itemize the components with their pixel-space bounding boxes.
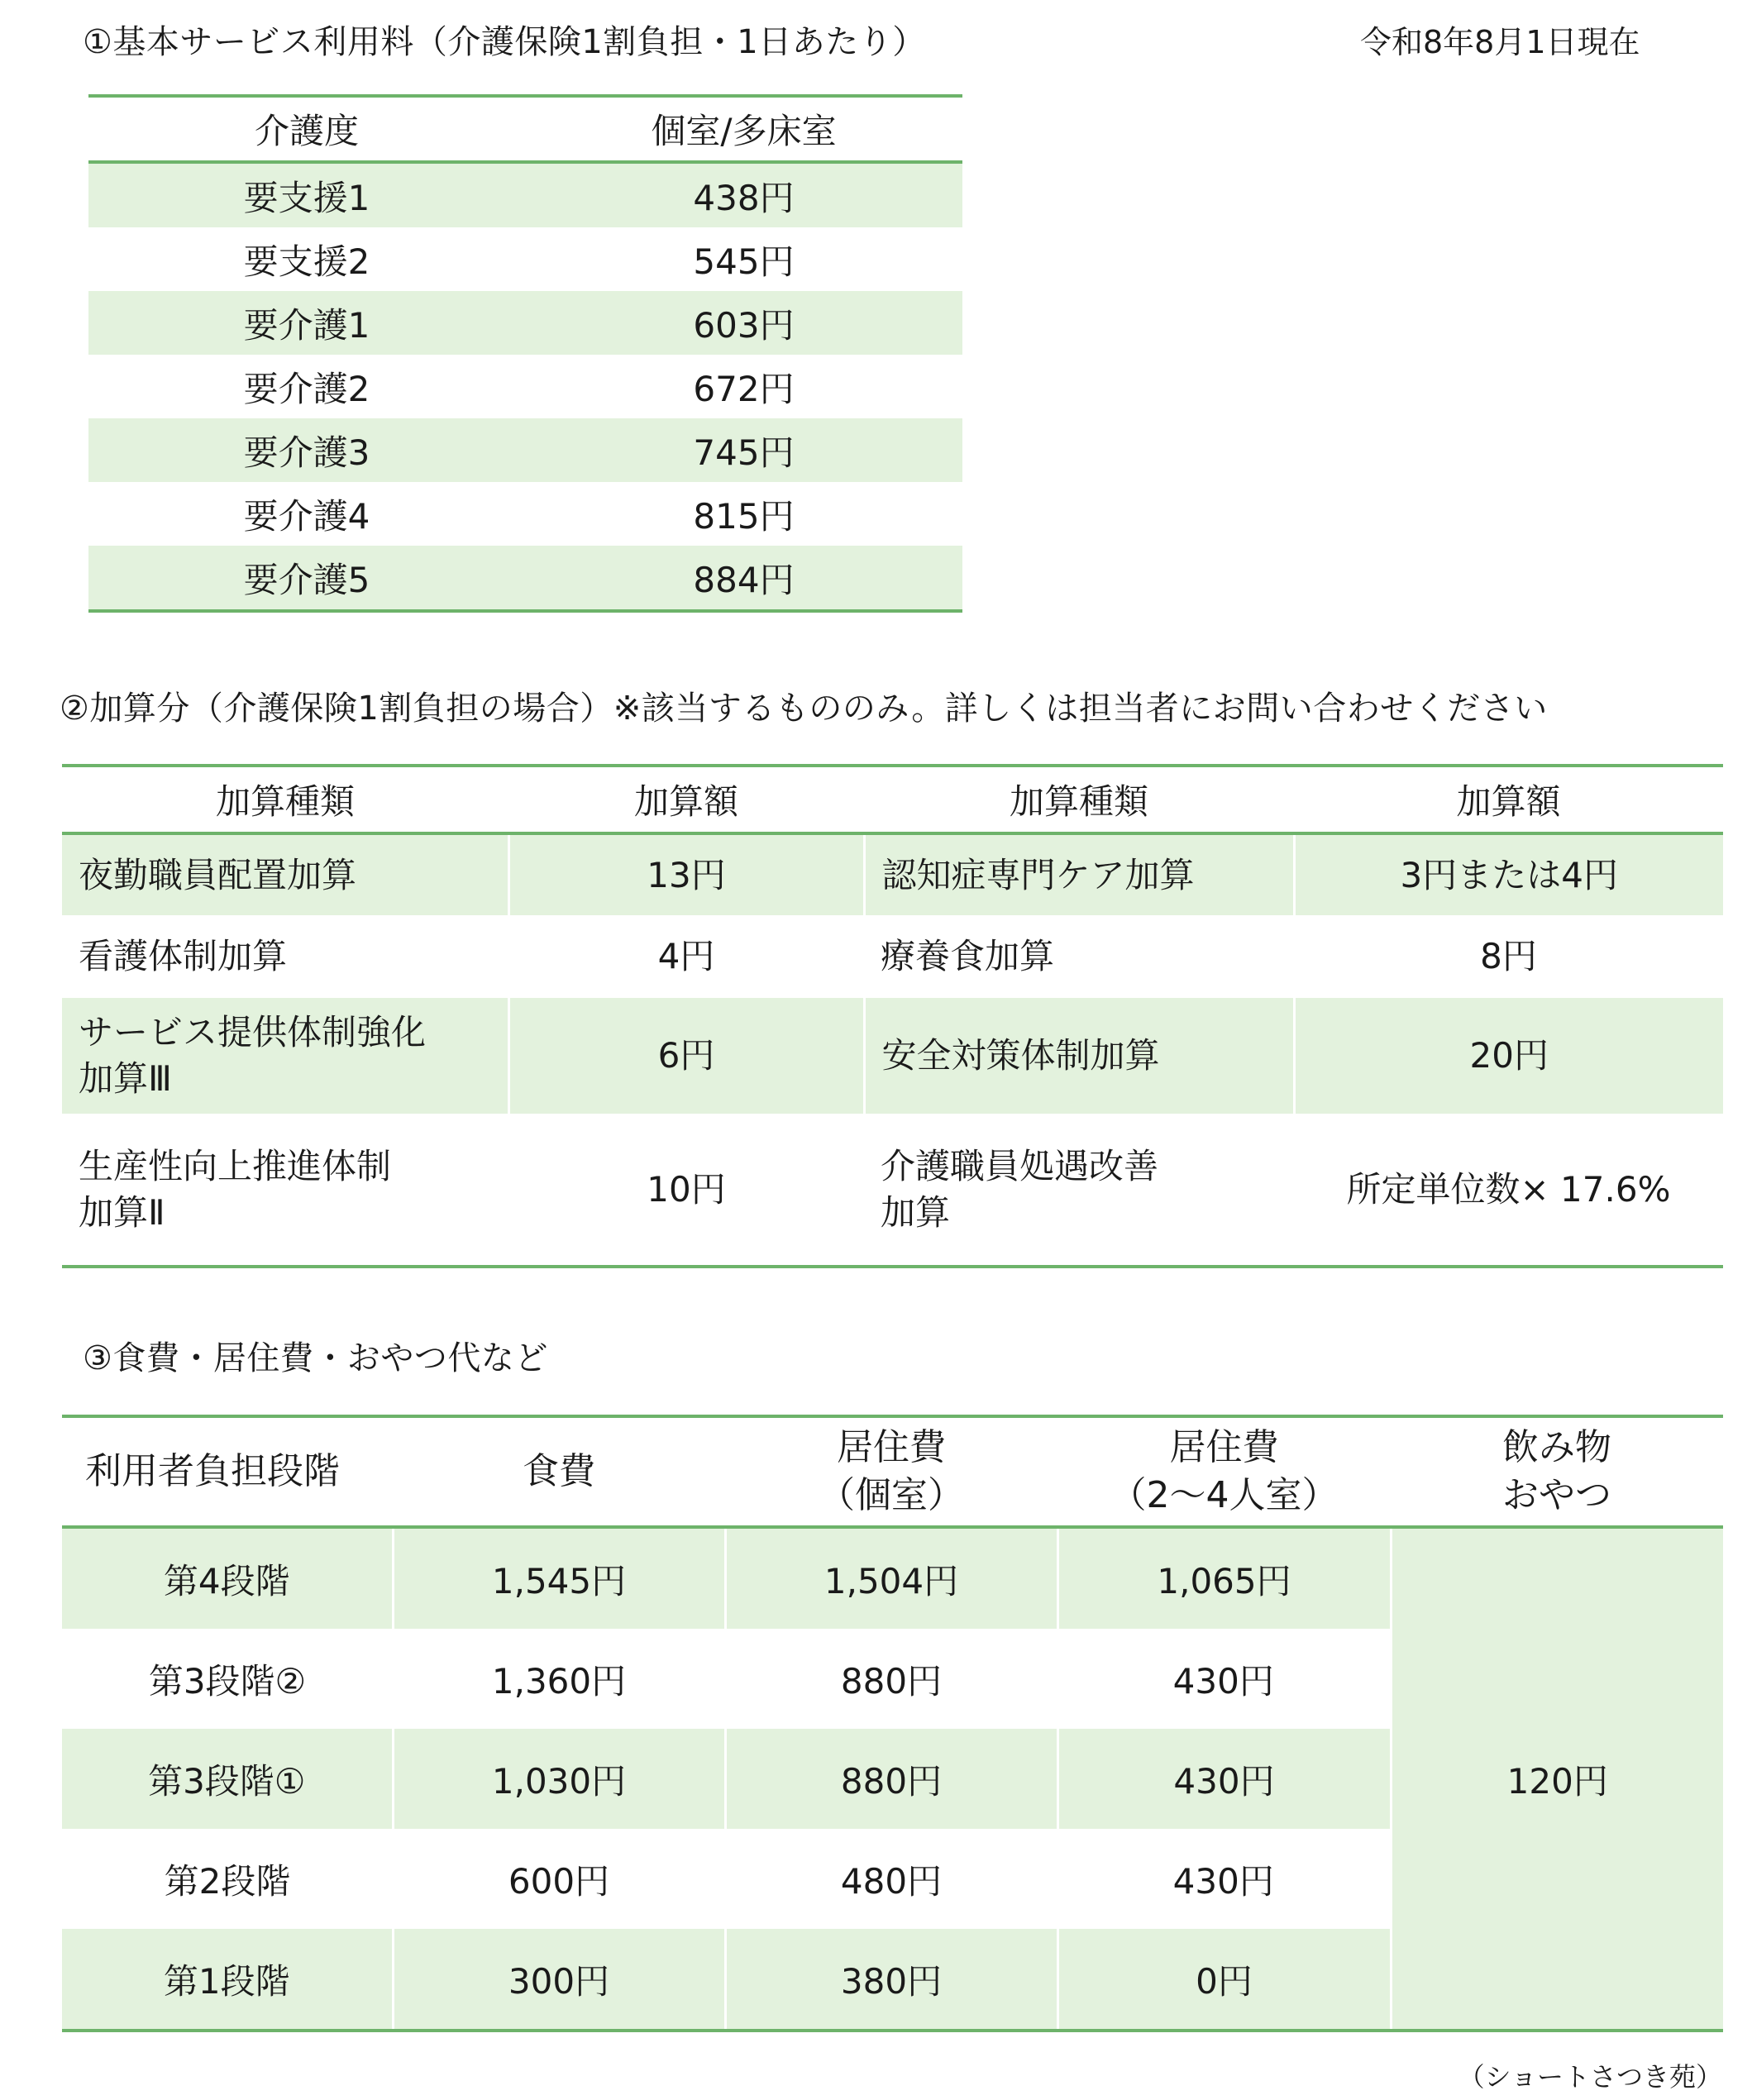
section1-title: ①基本サービス利用料（介護保険1割負担・1日あたり）	[83, 23, 926, 61]
header-stage: 利用者負担段階	[62, 1416, 393, 1527]
care-level: 要介護5	[243, 559, 370, 600]
addon-name-line1: 介護職員処遇改善	[881, 1145, 1159, 1186]
addon-name	[62, 1114, 508, 1267]
room-private-cost: 1,504円	[725, 1527, 1057, 1629]
price: 603円	[693, 304, 795, 346]
addon-name: 認知症専門ケア加算	[864, 833, 1294, 915]
room-shared-cost: 430円	[1172, 1860, 1274, 1902]
food-cost: 600円	[508, 1860, 610, 1902]
addon-name: 安全対策体制加算	[864, 998, 1294, 1114]
header-care-level: 介護度	[88, 96, 525, 162]
basic-fee-table	[88, 94, 962, 613]
table-header-row	[88, 96, 962, 162]
table-row	[62, 915, 1723, 998]
header-addon-amount-2: 加算額	[1294, 766, 1723, 833]
addon-name-line2: 加算	[881, 1191, 951, 1233]
header-addon-amount: 加算額	[508, 766, 864, 833]
header-room-private-line2: （個室）	[819, 1474, 964, 1516]
table-row	[62, 1114, 1723, 1267]
additional-fee-table	[62, 764, 1723, 1268]
effective-date: 令和8年8月1日現在	[1360, 24, 1640, 60]
room-private-cost: 480円	[840, 1860, 943, 1902]
table-row	[88, 227, 962, 291]
table-row	[62, 833, 1723, 915]
addon-name: 療養食加算	[881, 936, 1055, 976]
addon-amount: 所定単位数× 17.6%	[1346, 1168, 1671, 1210]
addon-name-line2: 加算Ⅱ	[79, 1191, 165, 1233]
stage: 第4段階	[163, 1560, 290, 1601]
food-cost: 300円	[393, 1929, 725, 2031]
care-level: 要支援1	[243, 177, 370, 218]
addon-name-line2: 加算Ⅲ	[79, 1058, 172, 1099]
header-room-shared	[1057, 1416, 1391, 1527]
header-room-shared-line2: （2～4人室）	[1110, 1474, 1339, 1516]
room-shared-cost: 430円	[1057, 1729, 1391, 1829]
header-snack-line2: おやつ	[1502, 1474, 1611, 1516]
addon-name	[62, 998, 508, 1114]
header-room-private-line1: 居住費	[837, 1426, 946, 1468]
addon-name: 看護体制加算	[79, 936, 288, 976]
food-cost: 1,545円	[393, 1527, 725, 1629]
addon-amount: 6円	[508, 998, 864, 1114]
section3-title: ③食費・居住費・おやつ代など	[83, 1339, 548, 1377]
addon-name-line1: サービス提供体制強化	[79, 1012, 427, 1052]
addon-name-line1: 生産性向上推進体制	[79, 1145, 392, 1186]
food-cost: 1,030円	[393, 1729, 725, 1829]
price: 815円	[693, 495, 795, 537]
food-cost: 1,360円	[491, 1660, 627, 1701]
table-row	[88, 291, 962, 355]
table-row	[62, 1527, 1723, 1629]
care-level: 要支援2	[243, 241, 370, 282]
addon-amount: 20円	[1294, 998, 1723, 1114]
table-row	[88, 482, 962, 546]
addon-amount: 4円	[657, 936, 715, 976]
addon-name: 夜勤職員配置加算	[79, 854, 357, 895]
header-snack	[1391, 1416, 1723, 1527]
room-shared-cost: 430円	[1172, 1660, 1274, 1701]
addon-amount: 3円または4円	[1294, 833, 1723, 915]
care-level: 要介護4	[243, 495, 370, 537]
stage: 第2段階	[164, 1860, 291, 1902]
price: 745円	[693, 432, 795, 473]
header-room-type: 個室/多床室	[525, 96, 962, 162]
header-room-shared-line1: 居住費	[1169, 1426, 1279, 1468]
snack-cost: 120円	[1391, 1527, 1723, 2031]
care-level: 要介護3	[243, 432, 370, 473]
header-addon-type: 加算種類	[62, 766, 508, 833]
header-room-private	[725, 1416, 1057, 1527]
table-header-row	[62, 766, 1723, 833]
stage: 第3段階①	[148, 1760, 306, 1802]
header-food: 食費	[393, 1416, 725, 1527]
room-private-cost: 880円	[725, 1729, 1057, 1829]
room-private-cost: 380円	[725, 1929, 1057, 2031]
room-shared-cost: 0円	[1057, 1929, 1391, 2031]
table-header-row	[62, 1416, 1723, 1527]
table-row	[62, 998, 1723, 1114]
addon-amount: 13円	[508, 833, 864, 915]
room-shared-cost: 1,065円	[1057, 1527, 1391, 1629]
header-snack-line1: 飲み物	[1502, 1426, 1611, 1468]
table-row	[88, 418, 962, 482]
care-level: 要介護2	[243, 368, 370, 409]
price: 884円	[693, 559, 795, 600]
table-row	[88, 355, 962, 418]
price: 438円	[693, 177, 795, 218]
addon-amount: 8円	[1480, 936, 1537, 976]
price: 672円	[693, 368, 795, 409]
meal-room-fee-table	[62, 1415, 1723, 2032]
price: 545円	[693, 241, 795, 282]
addon-amount: 10円	[647, 1168, 726, 1210]
stage: 第3段階②	[148, 1660, 307, 1701]
room-private-cost: 880円	[840, 1660, 943, 1701]
facility-name-footer: （ショートさつき苑）	[1458, 2061, 1722, 2093]
section2-title: ②加算分（介護保険1割負担の場合）※該当するもののみ。詳しくは担当者にお問い合わせください	[60, 690, 1548, 728]
header-addon-type-2: 加算種類	[864, 766, 1294, 833]
care-level: 要介護1	[243, 304, 370, 346]
stage: 第1段階	[163, 1960, 290, 2002]
table-row	[88, 546, 962, 611]
table-row	[88, 162, 962, 227]
addon-name	[864, 1114, 1294, 1267]
